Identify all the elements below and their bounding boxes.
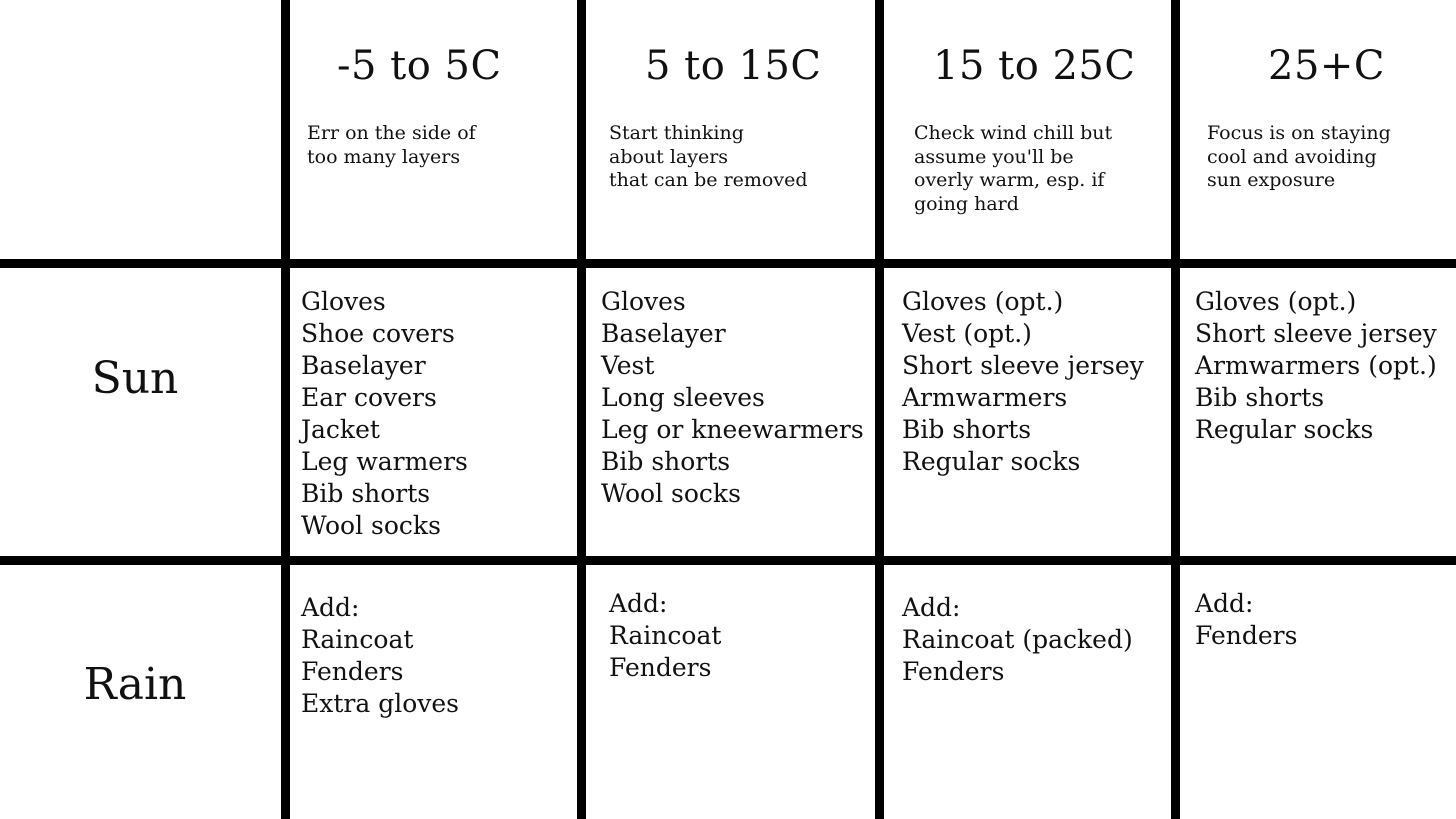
rain-item: Fenders	[902, 657, 1005, 686]
rain-item: Extra gloves	[301, 689, 459, 718]
sun-item: Bib shorts	[902, 415, 1032, 444]
grid-divider-col-3	[875, 0, 884, 819]
rain-item: Fenders	[1195, 621, 1298, 650]
rain-item: Raincoat	[301, 625, 414, 654]
column-note: Err on the side of too many layers	[307, 122, 476, 168]
sun-item: Armwarmers	[902, 383, 1068, 412]
rain-item: Add:	[902, 593, 961, 622]
column-header-range: -5 to 5C	[337, 43, 502, 89]
sun-item: Armwarmers (opt.)	[1195, 351, 1437, 380]
sun-item: Wool socks	[301, 511, 441, 540]
rain-cell	[1195, 588, 1297, 652]
rain-item: Fenders	[609, 653, 712, 682]
column-header-range: 25+C	[1268, 43, 1386, 89]
sun-item: Bib shorts	[301, 479, 431, 508]
sun-item: Shoe covers	[301, 319, 455, 348]
row-header-rain: Rain	[83, 659, 187, 710]
grid-divider-row-1	[0, 259, 1456, 268]
sun-cell	[1195, 286, 1437, 446]
sun-item: Vest	[601, 351, 655, 380]
sun-item: Ear covers	[301, 383, 437, 412]
sun-item: Vest (opt.)	[902, 319, 1032, 348]
grid-divider-col-4	[1171, 0, 1180, 819]
sun-item: Regular socks	[902, 447, 1081, 476]
rain-item: Raincoat	[609, 621, 722, 650]
sun-item: Gloves	[301, 287, 386, 316]
rain-item: Add:	[609, 589, 668, 618]
sun-cell	[902, 286, 1144, 478]
grid-divider-col-2	[577, 0, 586, 819]
column-header-range: 5 to 15C	[645, 43, 822, 89]
grid-divider-col-1	[281, 0, 290, 819]
sun-item: Gloves (opt.)	[1195, 287, 1357, 316]
sun-item: Bib shorts	[601, 447, 731, 476]
grid-divider-row-2	[0, 556, 1456, 565]
sun-item: Short sleeve jersey	[902, 351, 1144, 380]
sun-cell	[601, 286, 864, 510]
sun-item: Gloves	[601, 287, 686, 316]
sun-item: Gloves (opt.)	[902, 287, 1064, 316]
row-header-sun: Sun	[91, 353, 179, 404]
column-header-range: 15 to 25C	[933, 43, 1136, 89]
sun-item: Long sleeves	[601, 383, 765, 412]
rain-item: Add:	[1195, 589, 1254, 618]
sun-item: Regular socks	[1195, 415, 1374, 444]
column-note: Start thinking about layers that can be removed	[609, 122, 808, 191]
rain-item: Add:	[301, 593, 360, 622]
sun-item: Wool socks	[601, 479, 741, 508]
rain-cell	[609, 588, 721, 684]
column-note: Check wind chill but assume you'll be overly warm, esp. if going hard	[914, 122, 1113, 215]
sun-item: Short sleeve jersey	[1195, 319, 1437, 348]
sun-item: Jacket	[301, 415, 380, 444]
sun-item: Baselayer	[601, 319, 726, 348]
rain-cell	[301, 592, 459, 720]
sun-item: Leg warmers	[301, 447, 468, 476]
sun-item: Bib shorts	[1195, 383, 1325, 412]
column-note: Focus is on staying cool and avoiding sun exposure	[1207, 122, 1391, 191]
rain-cell	[902, 592, 1133, 688]
sun-item: Baselayer	[301, 351, 426, 380]
rain-item: Fenders	[301, 657, 404, 686]
sun-item: Leg or kneewarmers	[601, 415, 864, 444]
sun-cell	[301, 286, 468, 542]
rain-item: Raincoat (packed)	[902, 625, 1133, 654]
